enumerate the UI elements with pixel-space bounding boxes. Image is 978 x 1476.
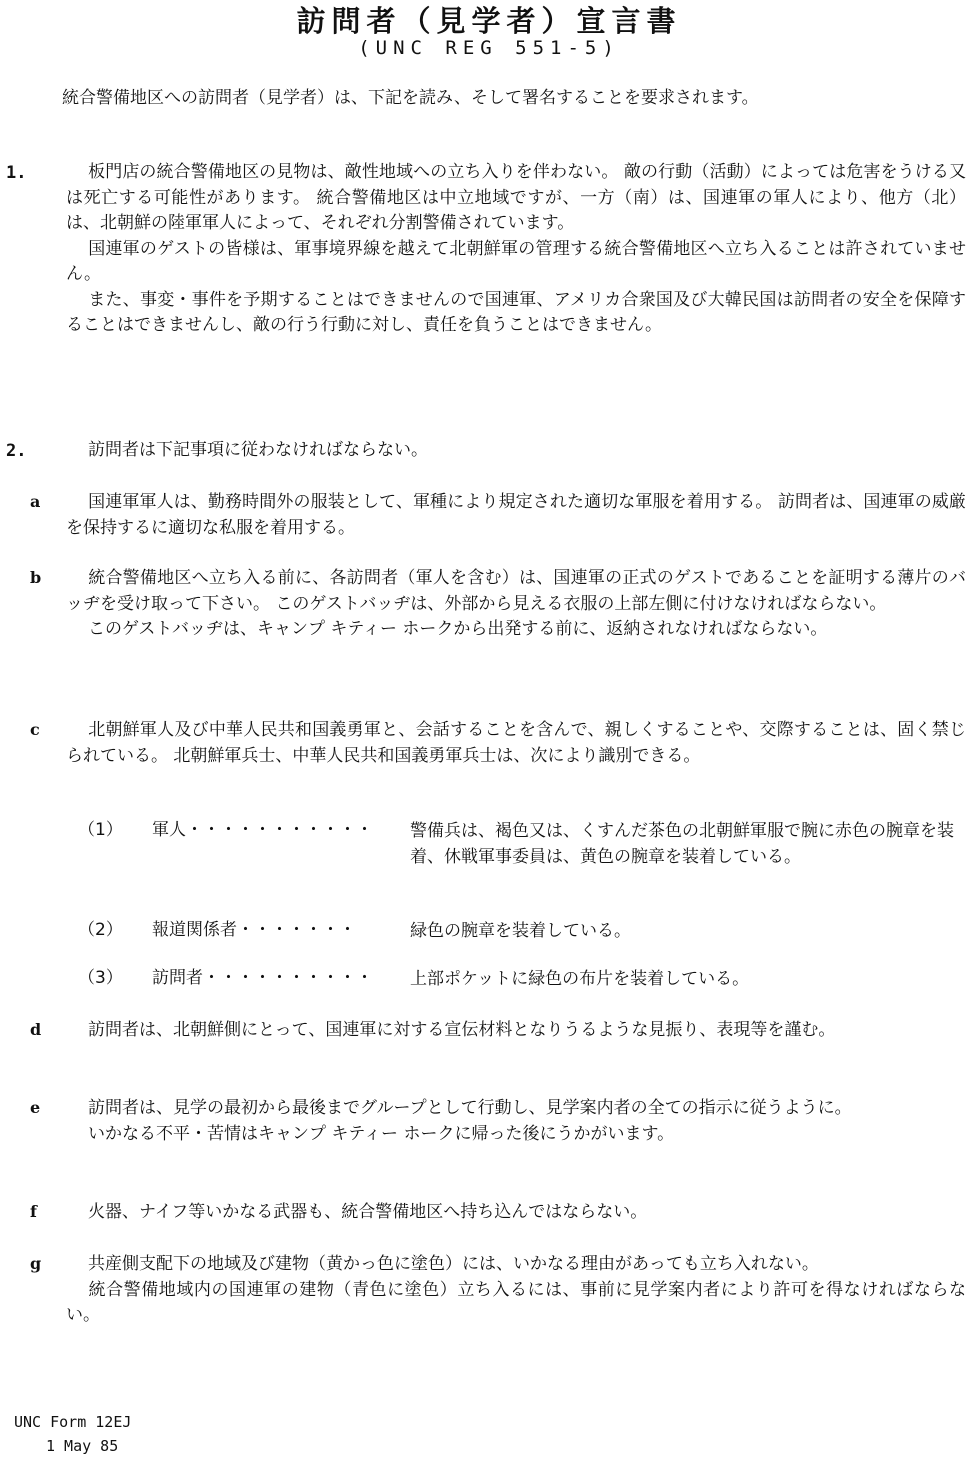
item-d-paragraph: 訪問者は、北朝鮮側にとって、国連軍に対する宣伝材料となりうるような見振り、表現等を謹む。 (88, 1020, 836, 1040)
form-number: UNC Form 12EJ (14, 1413, 132, 1431)
item-b-paragraph: このゲストバッヂは、キャンプ キティー ホークから出発する前に、返納されなければならない。 (88, 619, 828, 639)
section-1-paragraph: また、事変・事件を予期することはできませんので国連軍、アメリカ合衆国及び大韓民国は訪問者の安全を保障することはできませんし、敵の行う行動に対し、責任を負うことはできません。 (66, 289, 966, 335)
item-g-paragraph: 統合警備地域内の国連軍の建物（青色に塗色）立ち入るには、事前に見学案内者により許可を得なければならない。 (66, 1279, 966, 1325)
item-c-paragraph: 北朝鮮軍人及び中華人民共和国義勇軍と、会話することを含んで、親しくすることや、交際することは、固く禁じられている。 北朝鮮軍兵士、中華人民共和国義勇軍兵士は、次により識別できる。 (66, 720, 966, 766)
item-letter: e (30, 1098, 41, 1117)
subitem-number: （2） (78, 920, 123, 940)
section-number: 1. (6, 163, 27, 183)
intro-text: 統合警備地区への訪問者（見学者）は、下記を読み、そして署名することを要求されます。 (62, 88, 759, 108)
item-e-body (66, 1096, 966, 1147)
section-number: 2. (6, 441, 27, 461)
subitem-number: （3） (78, 968, 123, 988)
item-c-body (66, 718, 966, 769)
subitem-description: 警備兵は、褐色又は、くすんだ茶色の北朝鮮軍服で腕に赤色の腕章を装着、休戦軍事委員は、黄色の腕章を装着している。 (410, 821, 954, 867)
item-g-body (66, 1252, 966, 1329)
item-e-paragraph: いかなる不平・苦情はキャンプ キティー ホークに帰った後にうかがいます。 (88, 1123, 675, 1144)
item-d-body (66, 1018, 966, 1044)
subitem-description: 緑色の腕章を装着している。 (410, 921, 631, 941)
item-letter: c (30, 720, 40, 739)
subitem-number: （1） (78, 820, 123, 840)
item-g-paragraph: 共産側支配下の地域及び建物（黄かっ色に塗色）には、いかなる理由があっても立ち入れない。 (88, 1254, 819, 1274)
section-1-paragraph: 板門店の統合警備地区の見物は、敵性地域への立ち入りを伴わない。 敵の行動（活動）によっては危害をうける又は死亡する可能性があります。 統合警備地区は中立地域ですが、一方（南）は、国連軍の軍人により、他方（北）は、北朝鮮の陸軍軍人によって、それぞれ分割警備されています。 (66, 162, 966, 233)
regulation-number: (UNC REG 551-5) (358, 37, 620, 59)
subitem-label: 軍人・・・・・・・・・・・ (152, 820, 373, 840)
item-e-paragraph: 訪問者は、見学の最初から最後までグループとして行動し、見学案内者の全ての指示に従うように。 (88, 1098, 852, 1118)
subitem-label: 訪問者・・・・・・・・・・ (152, 968, 373, 988)
section-2-heading: 訪問者は下記事項に従わなければならない。 (88, 440, 428, 460)
item-letter: b (30, 568, 42, 587)
item-letter: a (30, 492, 41, 511)
document-title: 訪問者（見学者）宣言書 (296, 4, 682, 38)
item-f-paragraph: 火器、ナイフ等いかなる武器も、統合警備地区へ持ち込んではならない。 (88, 1202, 648, 1222)
item-letter: d (30, 1020, 42, 1039)
section-1-paragraph: 国連軍のゲストの皆様は、軍事境界線を越えて北朝鮮軍の管理する統合警備地区へ立ち入ることは許されていません。 (66, 238, 966, 284)
item-a-paragraph: 国連軍軍人は、勤務時間外の服装として、軍種により規定された適切な軍服を着用する。 訪問者は、国連軍の威厳を保持するに適切な私服を着用する。 (66, 492, 966, 538)
form-date: 1 May 85 (46, 1437, 119, 1455)
item-a-body (66, 490, 966, 541)
item-b-paragraph: 統合警備地区へ立ち入る前に、各訪問者（軍人を含む）は、国連軍の正式のゲストであることを証明する薄片のバッヂを受け取って下さい。 このゲストバッヂは、外部から見える衣服の上部左側に付けなければならない。 (66, 568, 966, 614)
subitem-label: 報道関係者・・・・・・・ (152, 920, 356, 940)
section-1-body (66, 160, 966, 339)
subitem-description: 上部ポケットに緑色の布片を装着している。 (410, 969, 750, 989)
item-f-body (66, 1200, 966, 1226)
item-letter: f (30, 1202, 37, 1221)
item-b-body (66, 566, 966, 643)
item-letter: g (30, 1254, 42, 1273)
